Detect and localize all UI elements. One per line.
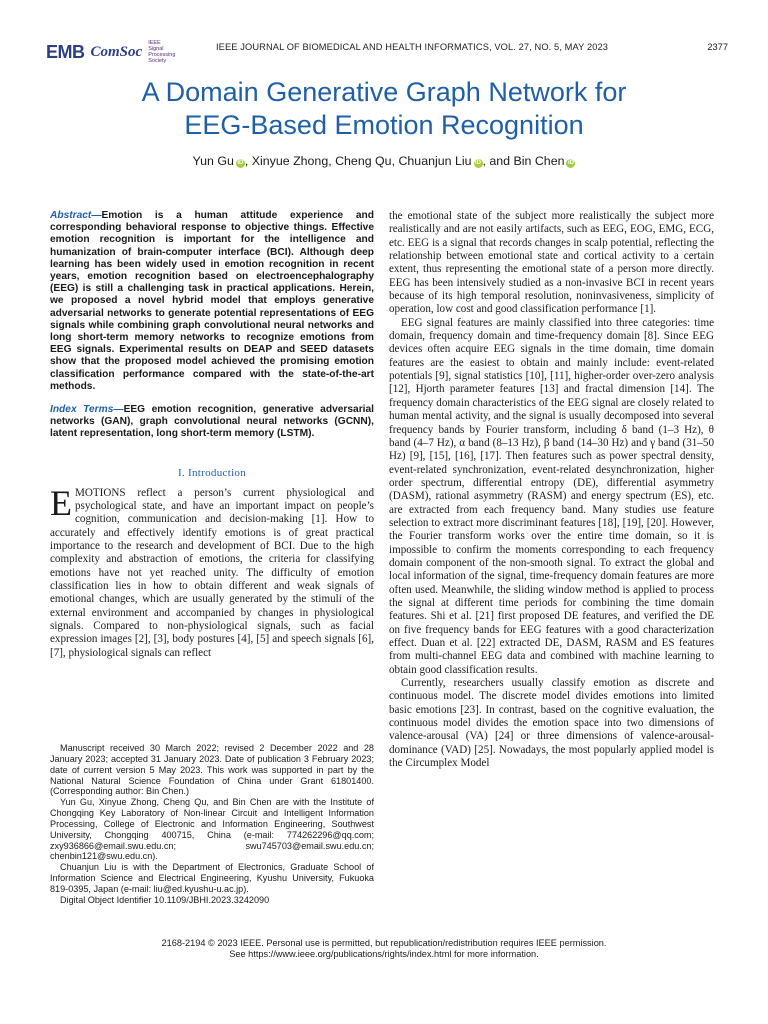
- page-number: 2377: [707, 42, 728, 52]
- copyright-notice: [40, 938, 728, 960]
- right-column: [389, 210, 714, 770]
- section-title: Introduction: [188, 466, 247, 479]
- copyright-line-1: 2168-2194 © 2023 IEEE. Personal use is permitted, but republication/redistribution requires IEEE permission.: [161, 938, 607, 948]
- footnote: [50, 743, 374, 906]
- page-header: [38, 38, 728, 66]
- footnote-doi: Digital Object Identifier 10.1109/JBHI.2023.3242090: [60, 894, 270, 905]
- footnote-affiliation-2: Chuanjun Liu is with the Department of Electronics, Graduate School of Information Science and Electrical Engineering, Kyushu University, Fukuoka 819-0395, Japan (e-mail: liu@ed.kyushu-u.ac.jp).: [50, 862, 374, 894]
- abstract-label: Abstract—: [50, 210, 102, 221]
- section-heading: [50, 467, 374, 479]
- orcid-icon[interactable]: iD: [475, 160, 481, 166]
- author-names: , and Bin Chen: [482, 154, 565, 168]
- signal-processing-logo: IEEE Signal Processing Society: [148, 40, 176, 64]
- intro-paragraph: [50, 482, 374, 660]
- abstract: [50, 210, 374, 393]
- society-logos: [46, 38, 176, 66]
- abstract-text: Emotion is a human attitude experience and corresponding behavioral response to objective things. Effective emotion recognition is important for the intelligence and humanization of brain-computer interface (BCI). Although deep learning has been widely used in emotion recognition in recent years, emotion recognition based on electroencephalography (EEG) is still a challenging task in practical applications. Herein, we proposed a novel hybrid model that employs generative adversarial networks to generate potential representations of EEG signals while combining graph convolutional neural networks and long short-term memory networks to recognize emotions from EEG signals. Experimental results on DEAP and SEED datasets show that the proposed model achieved the promising emotion classification performance compared with the state-of-the-art methods.: [50, 210, 374, 392]
- running-head: IEEE JOURNAL OF BIOMEDICAL AND HEALTH INFORMATICS, VOL. 27, NO. 5, MAY 2023: [216, 42, 609, 52]
- title-line-2: EEG-Based Emotion Recognition: [184, 110, 584, 140]
- body-paragraph: the emotional state of the subject more realistically the subject more realistically and are not easily artifacts, such as EEG, EOG, EMG, ECG, etc. EEG is a signal that records changes in scalp potential, reflecting the relationship between emotional state and cortical activity to a certain extent, thus representing the emotional state of a person more directly. EEG has been intensively studied as a non-invasive BCI in recent years because of its high temporal resolution, noninvasiveness, simplicity of operation, low cost and good classification performance [1].: [389, 210, 714, 316]
- author-names: , Xinyue Zhong, Cheng Qu, Chuanjun Liu: [244, 154, 472, 168]
- emb-logo: EMB: [46, 41, 85, 62]
- copyright-line-2: See https://www.ieee.org/publications/rights/index.html for more information.: [229, 949, 539, 959]
- author-name: Yun Gu: [192, 154, 234, 168]
- title-line-1: A Domain Generative Graph Network for: [141, 77, 627, 107]
- left-column: [50, 210, 374, 660]
- comsoc-logo: ComSoc: [90, 43, 143, 60]
- paper-title: [40, 76, 728, 142]
- section-number: I.: [177, 466, 185, 479]
- drop-cap: E: [50, 482, 72, 523]
- body-paragraph: EEG signal features are mainly classified into three categories: time domain, frequency domain and time-frequency domain [8]. Since EEG devices often acquire EEG signals in the time domain, time domain features are the easiest to obtain and mainly include: event-related potentials [9], signal statistics [10], [11], higher-order over-zero analysis [12], Hjorth parameter features [13] and fractal dimension [14]. The frequency domain characteristics of the EEG signal are closely related to human mental activity, and the signal is usually decomposed into several frequency bands by Fourier transform, including δ band (1–3 Hz), θ band (4–7 Hz), α band (8–13 Hz), β band (14–30 Hz) and γ band (31–50 Hz) [9], [15], [16], [17]. Then features such as power spectral density, event-related synchronization, event-related desynchronization, higher order spectrum, differential entropy (DE), differential asymmetry (DASM), rational asymmetry (RASM) and energy spectrum (ES), etc. are extracted from each frequency band. Many studies use feature selection to extract more discriminant features [18], [19], [20]. However, the Fourier transform works over the entire time domain, so it is impossible to confirm the moments corresponding to each frequency domain component of the non-smooth signal. To extract the global and local information of the signal, time-frequency domain features are more often used. Meanwhile, the sliding window method is applied to process the signal at different time periods for combining the time domain features. Shi et al. [21] first proposed DE features, and verified the DE on five frequency bands for EEG features with a good characterization effect. Duan et al. [22] extracted DE, DASM, RASM and ES features from multi-channel EEG data and combined with machine learning to obtain good classification results.: [389, 316, 714, 676]
- footnote-manuscript: Manuscript received 30 March 2022; revised 2 December 2022 and 28 January 2023; accepted 31 January 2023. Date of publication 3 February 2023; date of current version 5 May 2023. This work was supported in part by the National Natural Science Foundation of China under Grant 61801400. (Corresponding author: Bin Chen.): [50, 743, 374, 797]
- footnote-affiliation-1: Yun Gu, Xinyue Zhong, Cheng Qu, and Bin Chen are with the Institute of Chongqing Key Laboratory of Non-linear Circuit and Intelligent Information Processing, College of Electronic and Information Engineering, Southwest University, Chongqing 400715, China (e-mail: 774262296@qq.com; zxy936866@email.swu.edu.cn; swu745703@email.swu.edu.cn; chenbin121@swu.edu.cn).: [50, 797, 374, 862]
- index-terms-text: EEG emotion recognition, generative adversarial networks (GAN), graph convolutional neural networks (GCNN), latent representation, long short-term memory (LSTM).: [50, 404, 374, 440]
- orcid-icon[interactable]: iD: [567, 160, 574, 166]
- orcid-icon[interactable]: iD: [237, 160, 244, 166]
- body-paragraph: Currently, researchers usually classify emotion as discrete and continuous model. The discrete model divides emotions into limited basic emotions [23]. In contrast, based on the cognitive evaluation, the continuous model divides the emotion space into two dimensions of valence-arousal (VA) [24] or three dimensions of valence-arousal-dominance (VAD) [25]. Nowadays, the most popularly applied model is the Circumplex Model: [389, 677, 714, 770]
- author-list: [40, 154, 728, 168]
- index-terms: [50, 404, 374, 441]
- index-terms-label: Index Terms—: [50, 404, 124, 416]
- intro-text: MOTIONS reflect a person’s current physiological and psychological state, and have an important impact on people’s cognition, communication and decision-making [1]. How to accurately and effectively identify emotions is of great practical importance to the research and development of BCI. Due to the high complexity and abstraction of emotions, the criteria for classifying emotions have not yet reached unity. The difficulty of emotion classification lies in how to obtain different and weak signals of emotional changes, which are usually generated by the stimuli of the external environment and accompanied by changes in physiological signals. Compared to non-physiological signals, such as facial expression images [2], [3], body postures [4], [5] and speech signals [6], [7], physiological signals can reflect: [50, 486, 374, 659]
